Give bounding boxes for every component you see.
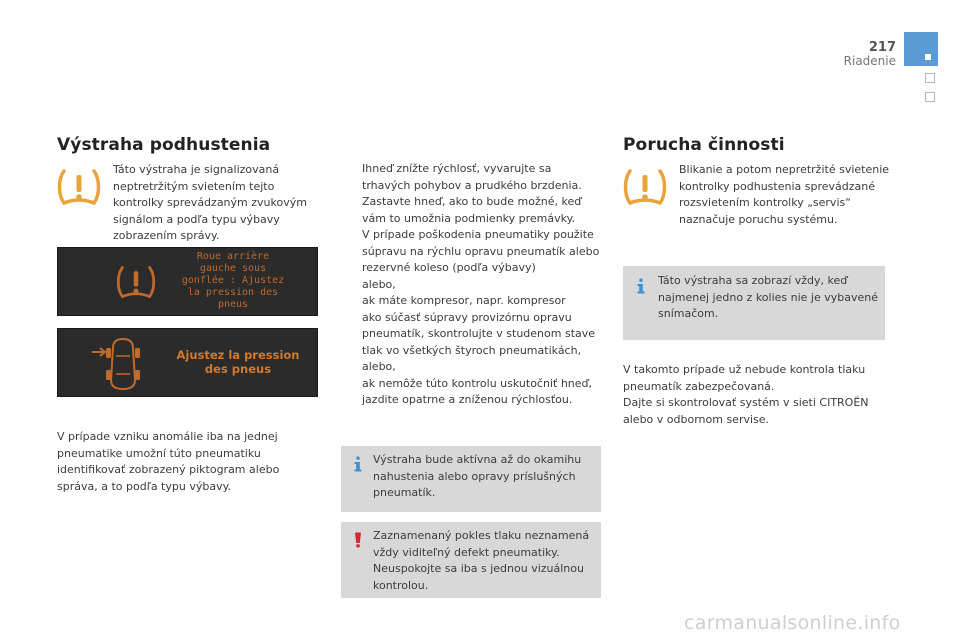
text-line: pneumatík zabezpečovaná. — [623, 379, 775, 393]
text-line: zobrazením správy. — [113, 229, 220, 242]
text-line: pneumatík, skontrolujte v studenom stave — [362, 327, 596, 340]
dashboard-message-panel — [57, 247, 318, 316]
list-item — [340, 376, 602, 409]
text-line: pneumatike umožní túto pneumatiku — [57, 446, 261, 460]
text-line: Zaznamenaný pokles tlaku neznamená — [373, 529, 590, 542]
text-line: alebo, — [362, 277, 396, 291]
text-line: vám to umožnia podmienky premávky. — [362, 211, 576, 225]
tyre-pressure-warning-icon — [116, 262, 156, 302]
warning-note-text — [373, 528, 595, 594]
dashboard-message-panel — [57, 328, 318, 397]
text-line: súpravu na rýchlu opravu pneumatík alebo — [362, 244, 600, 258]
panel-line: gonflée : Ajustez — [181, 275, 285, 286]
text-line: ako súčasť súpravy provizórnu opravu — [362, 310, 572, 324]
text-line: rozsvietením kontrolky „servis“ — [679, 196, 851, 209]
car-wheels-icon — [88, 336, 158, 392]
section-title-underinflation: Výstraha podhustenia — [57, 135, 271, 155]
text-line: ak nemôže túto kontrolu uskutočniť hneď, — [362, 376, 593, 390]
text-line: alebo, — [362, 360, 396, 373]
info-note-box — [341, 446, 601, 512]
text-line: Výstraha bude aktívna až do okamihu — [373, 453, 582, 466]
list-item — [340, 194, 602, 227]
text-line: alebo v odbornom servise. — [623, 412, 770, 426]
info-note-text — [373, 452, 595, 502]
section-name: Riadenie — [843, 54, 896, 68]
info-icon — [633, 278, 649, 294]
text-line: tlak vo všetkých štyroch pneumatikách, — [362, 343, 582, 357]
tyre-pressure-warning-icon — [623, 167, 667, 207]
panel-message — [168, 251, 298, 311]
info-icon — [350, 456, 366, 472]
text-line: kontrolky podhustenia sprevádzané — [679, 179, 876, 193]
text-line: neptretržitým svietením tejto — [113, 179, 275, 193]
text-line: ak máte kompresor, napr. kompresor — [362, 294, 566, 307]
single-tyre-note — [57, 429, 319, 495]
info-note-box — [623, 266, 885, 340]
text-line: vždy viditeľný defekt pneumatiky. — [373, 545, 560, 559]
text-line: V prípade poškodenia pneumatiky použite — [362, 228, 594, 241]
text-line: snímačom. — [658, 307, 719, 320]
list-item — [340, 161, 602, 194]
text-line: Táto výstraha je signalizovaná — [113, 163, 280, 176]
chapter-tab[interactable] — [925, 92, 935, 102]
text-line: Blikanie a potom nepretržité svietenie — [679, 163, 890, 176]
text-line: Neuspokojte sa iba s jednou vizuálnou — [373, 562, 584, 575]
text-line: signálom a podľa typu výbavy — [113, 212, 280, 226]
panel-line: Roue arrière — [196, 251, 270, 262]
text-line: rezervné koleso (podľa výbavy) — [362, 261, 536, 274]
chapter-tab-active[interactable] — [904, 32, 938, 66]
exclamation-icon — [350, 532, 366, 548]
text-line: kontrolky sprevádzaným zvukovým — [113, 196, 307, 209]
text-line: Zastavte hneď, ako to bude možné, keď — [362, 195, 582, 208]
panel-line: pneus — [217, 299, 249, 310]
malfunction-intro — [679, 162, 894, 228]
text-line: naznačuje poruchu systému. — [679, 212, 838, 226]
panel-line: gauche sous — [199, 263, 267, 274]
text-line: Dajte si skontrolovať systém v sieti CITROËN — [623, 396, 869, 409]
list-item — [340, 227, 602, 293]
watermark: carmanualsonline.info — [684, 612, 901, 634]
panel-line: des pneus — [204, 362, 272, 376]
underinflation-intro — [113, 162, 313, 245]
text-line: jazdite opatrne a zníženou rýchlosťou. — [362, 393, 573, 406]
text-line: správa, a to podľa typu výbavy. — [57, 479, 232, 493]
list-item — [340, 293, 602, 376]
panel-line: la pression des — [187, 287, 279, 298]
service-note — [623, 362, 893, 428]
chapter-tab[interactable] — [925, 73, 935, 83]
text-line: pneumatík. — [373, 486, 436, 499]
text-line: Táto výstraha sa zobrazí vždy, keď — [658, 274, 848, 287]
panel-message — [168, 348, 308, 376]
section-title-malfunction: Porucha činnosti — [623, 135, 785, 155]
text-line: identifikovať zobrazený piktogram alebo — [57, 463, 280, 476]
text-line: kontrolou. — [373, 578, 429, 592]
text-line: trhavých pohybov a prudkého brzdenia. — [362, 178, 582, 192]
text-line: nahustenia alebo opravy príslušných — [373, 469, 576, 483]
text-line: V prípade vzniku anomálie iba na jednej — [57, 430, 278, 443]
instruction-list — [340, 161, 602, 409]
page-number: 217 — [868, 40, 896, 55]
info-note-text — [658, 273, 880, 323]
warning-note-box — [341, 522, 601, 598]
text-line: V takomto prípade už nebude kontrola tlaku — [623, 363, 866, 376]
panel-line: Ajustez la pression — [176, 348, 300, 362]
text-line: Ihneď znížte rýchlosť, vyvarujte sa — [362, 162, 552, 175]
text-line: najmenej jedno z kolies nie je vybavené — [658, 290, 879, 304]
tyre-pressure-warning-icon — [57, 167, 101, 207]
